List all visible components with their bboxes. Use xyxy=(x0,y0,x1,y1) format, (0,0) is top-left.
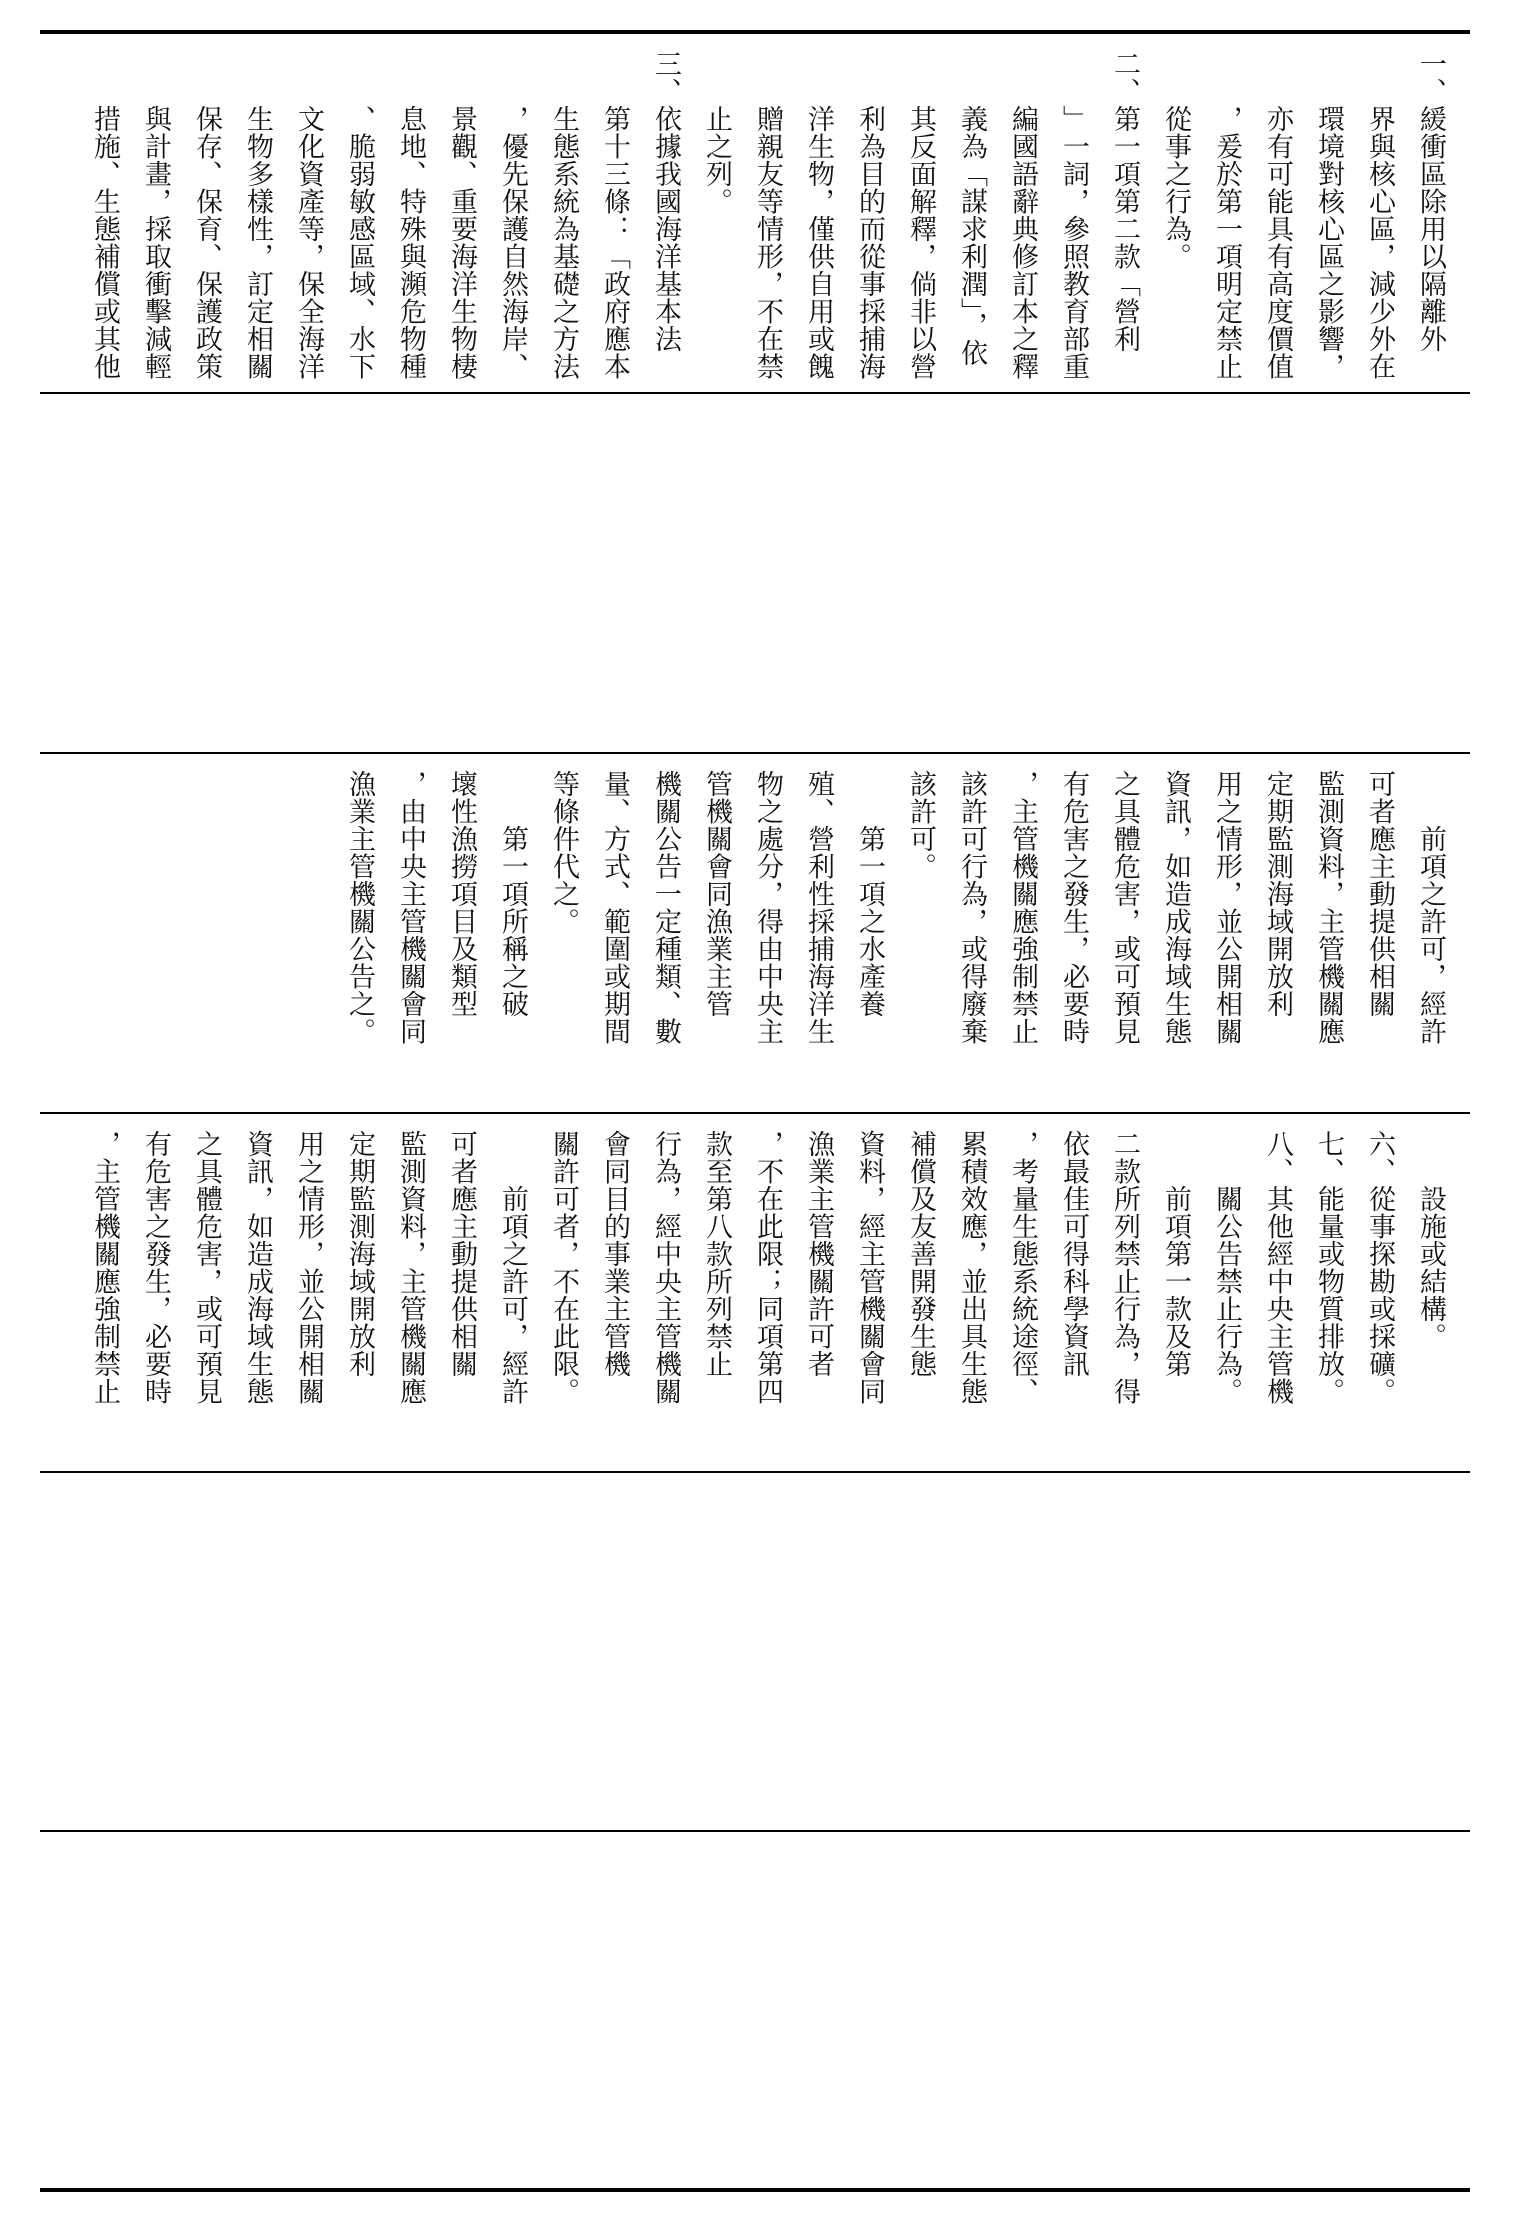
text-line: 漁業主管機關許可者 xyxy=(803,1130,834,1378)
text-line: 前項之許可，經許 xyxy=(1415,770,1446,1045)
text-line: 第十三條：「政府應本 xyxy=(599,50,630,380)
text-line: 保存、保育、保護政策 xyxy=(191,50,222,380)
text-line: 從事之行為。 xyxy=(1160,50,1191,270)
text-line: 關許可者，不在此限。 xyxy=(548,1130,579,1405)
text-line: 利為目的而從事採捕海 xyxy=(854,50,885,380)
text-line: 其反面解釋，倘非以營 xyxy=(905,50,936,380)
text-line: 之具體危害，或可預見 xyxy=(1109,770,1140,1045)
band4-bottom-rule xyxy=(40,1830,1470,1832)
text-line: 二、第一項第二款「營利 xyxy=(1109,50,1140,353)
text-line: 累積效應，並出具生態 xyxy=(956,1130,987,1405)
text-line: 贈親友等情形，不在禁 xyxy=(752,50,783,380)
text-line: 機關公告一定種類、數 xyxy=(650,770,681,1045)
text-line: 二款所列禁止行為，得 xyxy=(1109,1130,1140,1405)
text-line: 景觀、重要海洋生物棲 xyxy=(446,50,477,380)
band-provision-middle xyxy=(40,754,1470,1112)
text-line: 與計畫，採取衝擊減輕 xyxy=(140,50,171,380)
text-line: 前項之許可，經許 xyxy=(497,1130,528,1405)
text-line: 可者應主動提供相關 xyxy=(446,1130,477,1378)
text-line: 行為，經中央主管機關 xyxy=(650,1130,681,1405)
text-line: 生態系統為基礎之方法 xyxy=(548,50,579,380)
text-line: 管機關會同漁業主管 xyxy=(701,770,732,1018)
text-line: ，主管機關應強制禁止 xyxy=(89,1130,120,1405)
text-line: 義為「謀求利潤」，依 xyxy=(956,50,987,367)
band3-bottom-rule xyxy=(40,1471,1470,1473)
text-line: 用之情形，並公開相關 xyxy=(1211,770,1242,1045)
text-line: 資訊，如造成海域生態 xyxy=(242,1130,273,1405)
text-line: 之具體危害，或可預見 xyxy=(191,1130,222,1405)
text-line: 亦有可能具有高度價值 xyxy=(1262,50,1293,380)
band1-bottom-rule xyxy=(40,392,1470,394)
text-line: 定期監測海域開放利 xyxy=(1262,770,1293,1018)
text-line: 七、能量或物質排放。 xyxy=(1313,1130,1344,1405)
text-line: 、脆弱敏感區域、水下 xyxy=(344,50,375,380)
text-line: 三、依據我國海洋基本法 xyxy=(650,50,681,353)
text-line: ，主管機關應強制禁止 xyxy=(1007,770,1038,1045)
text-line: 漁業主管機關公告之。 xyxy=(344,770,375,1045)
text-line: 界與核心區，減少外在 xyxy=(1364,50,1395,380)
text-line: 第一項所稱之破 xyxy=(497,770,528,1018)
text-line: 關公告禁止行為。 xyxy=(1211,1130,1242,1405)
text-line: 等條件代之。 xyxy=(548,770,579,935)
bottom-rule xyxy=(40,2188,1470,2192)
text-line: 殖、營利性採捕海洋生 xyxy=(803,770,834,1045)
text-line: 生物多樣性，訂定相關 xyxy=(242,50,273,380)
text-line: 一、緩衝區除用以隔離外 xyxy=(1415,50,1446,353)
text-line: 用之情形，並公開相關 xyxy=(293,1130,324,1405)
text-line: 依最佳可得科學資訊 xyxy=(1058,1130,1089,1378)
text-line: 該許可。 xyxy=(905,770,936,880)
text-line: 可者應主動提供相關 xyxy=(1364,770,1395,1018)
text-line: 物之處分，得由中央主 xyxy=(752,770,783,1045)
text-line: 六、從事探勘或採礦。 xyxy=(1364,1130,1395,1405)
text-line: ，不在此限；同項第四 xyxy=(752,1130,783,1405)
text-line: 息地、特殊與瀕危物種 xyxy=(395,50,426,380)
explanation-text-columns xyxy=(79,34,1470,392)
text-line: 止之列。 xyxy=(701,50,732,215)
text-line: 量、方式、範圍或期間 xyxy=(599,770,630,1045)
text-line: 第一項之水產養 xyxy=(854,770,885,1018)
text-line: 監測資料，主管機關應 xyxy=(1313,770,1344,1045)
text-line: 前項第一款及第 xyxy=(1160,1130,1191,1378)
provision-text-columns-2 xyxy=(79,1114,1470,1471)
text-line: 編國語辭典修訂本之釋 xyxy=(1007,50,1038,380)
text-line: 款至第八款所列禁止 xyxy=(701,1130,732,1378)
text-line: 資訊，如造成海域生態 xyxy=(1160,770,1191,1045)
text-line: 有危害之發生，必要時 xyxy=(1058,770,1089,1045)
text-line: 會同目的事業主管機 xyxy=(599,1130,630,1378)
text-line: 資料，經主管機關會同 xyxy=(854,1130,885,1405)
text-line: 補償及友善開發生態 xyxy=(905,1130,936,1378)
text-line: ，優先保護自然海岸、 xyxy=(497,50,528,380)
text-line: 有危害之發生，必要時 xyxy=(140,1130,171,1405)
text-line: 監測資料，主管機關應 xyxy=(395,1130,426,1405)
text-line: ，由中央主管機關會同 xyxy=(395,770,426,1045)
text-line: 該許可行為，或得廢棄 xyxy=(956,770,987,1045)
text-line: 八、其他經中央主管機 xyxy=(1262,1130,1293,1405)
text-line: 」一詞，參照教育部重 xyxy=(1058,50,1089,380)
text-line: 設施或結構。 xyxy=(1415,1130,1446,1350)
text-line: 環境對核心區之影響， xyxy=(1313,50,1344,380)
text-line: 文化資產等，保全海洋 xyxy=(293,50,324,380)
text-line: 定期監測海域開放利 xyxy=(344,1130,375,1378)
text-line: 措施、生態補償或其他 xyxy=(89,50,120,380)
provision-text-columns xyxy=(334,754,1470,1112)
text-line: ，考量生態系統途徑、 xyxy=(1007,1130,1038,1405)
text-line: ，爰於第一項明定禁止 xyxy=(1211,50,1242,380)
text-line: 壞性漁撈項目及類型 xyxy=(446,770,477,1018)
text-line: 洋生物，僅供自用或餽 xyxy=(803,50,834,380)
band-provision-left xyxy=(40,1114,1470,1471)
band-explanation-right xyxy=(40,34,1470,392)
